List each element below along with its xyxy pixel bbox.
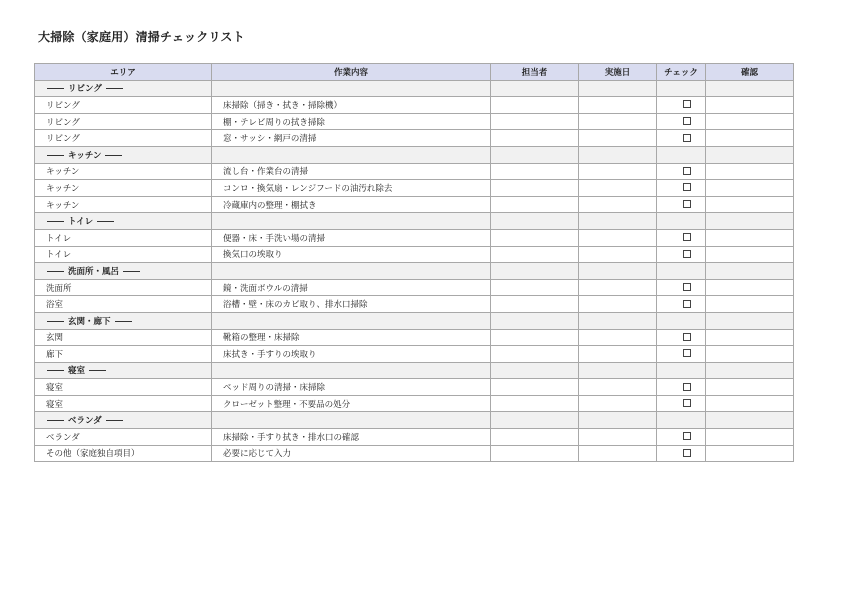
task-cell: 冷蔵庫内の整理・棚拭き <box>212 196 491 213</box>
section-empty-cell <box>706 146 794 163</box>
cleaning-checklist-table <box>34 63 794 462</box>
section-empty-cell <box>706 362 794 379</box>
task-cell: 換気口の埃取り <box>212 246 491 263</box>
date-cell[interactable] <box>579 395 657 412</box>
section-empty-cell <box>706 412 794 429</box>
confirm-cell[interactable] <box>706 445 794 462</box>
confirm-cell[interactable] <box>706 379 794 396</box>
table-row <box>35 429 794 446</box>
section-row <box>35 312 794 329</box>
dash-decoration <box>89 370 106 371</box>
section-empty-cell <box>212 213 491 230</box>
confirm-cell[interactable] <box>706 130 794 147</box>
task-cell: 浴槽・壁・床のカビ取り、排水口掃除 <box>212 296 491 313</box>
check-cell <box>657 196 706 213</box>
section-empty-cell <box>579 362 657 379</box>
table-row <box>35 296 794 313</box>
assignee-cell[interactable] <box>491 229 579 246</box>
assignee-cell[interactable] <box>491 445 579 462</box>
checkbox[interactable] <box>683 183 691 191</box>
section-empty-cell <box>706 80 794 97</box>
table-row <box>35 279 794 296</box>
section-heading <box>35 263 212 280</box>
assignee-cell[interactable] <box>491 329 579 346</box>
confirm-cell[interactable] <box>706 296 794 313</box>
section-empty-cell <box>657 80 706 97</box>
section-label: トイレ <box>68 217 94 228</box>
section-empty-cell <box>657 362 706 379</box>
date-cell[interactable] <box>579 97 657 114</box>
area-cell: 寝室 <box>35 379 212 396</box>
confirm-cell[interactable] <box>706 429 794 446</box>
dash-decoration <box>47 271 64 272</box>
check-cell <box>657 296 706 313</box>
section-empty-cell <box>579 312 657 329</box>
dash-decoration <box>106 420 123 421</box>
table-row <box>35 113 794 130</box>
section-label: リビング <box>68 84 102 95</box>
area-cell: トイレ <box>35 246 212 263</box>
task-cell: 必要に応じて入力 <box>212 445 491 462</box>
section-label: 玄関・廊下 <box>68 316 111 327</box>
checkbox[interactable] <box>683 100 691 108</box>
table-row <box>35 163 794 180</box>
section-row <box>35 146 794 163</box>
confirm-cell[interactable] <box>706 180 794 197</box>
assignee-cell[interactable] <box>491 346 579 363</box>
checkbox[interactable] <box>683 333 691 341</box>
confirm-cell[interactable] <box>706 246 794 263</box>
check-cell <box>657 113 706 130</box>
area-cell: キッチン <box>35 180 212 197</box>
table-row <box>35 196 794 213</box>
check-cell <box>657 97 706 114</box>
section-heading <box>35 362 212 379</box>
checkbox[interactable] <box>683 250 691 258</box>
section-empty-cell <box>212 146 491 163</box>
dash-decoration <box>105 155 122 156</box>
area-cell: リビング <box>35 97 212 114</box>
task-cell: クローゼット整理・不要品の処分 <box>212 395 491 412</box>
date-cell[interactable] <box>579 445 657 462</box>
dash-decoration <box>47 88 64 89</box>
date-cell[interactable] <box>579 229 657 246</box>
dash-decoration <box>47 420 64 421</box>
assignee-cell[interactable] <box>491 163 579 180</box>
area-cell: トイレ <box>35 229 212 246</box>
area-cell: キッチン <box>35 163 212 180</box>
section-empty-cell <box>491 362 579 379</box>
section-empty-cell <box>491 213 579 230</box>
assignee-cell[interactable] <box>491 113 579 130</box>
confirm-cell[interactable] <box>706 196 794 213</box>
section-empty-cell <box>706 213 794 230</box>
date-cell[interactable] <box>579 296 657 313</box>
dash-decoration <box>115 321 132 322</box>
section-empty-cell <box>579 146 657 163</box>
section-empty-cell <box>491 312 579 329</box>
checkbox[interactable] <box>683 200 691 208</box>
checkbox[interactable] <box>683 283 691 291</box>
confirm-cell[interactable] <box>706 97 794 114</box>
check-cell <box>657 379 706 396</box>
assignee-cell[interactable] <box>491 296 579 313</box>
checkbox[interactable] <box>683 300 691 308</box>
dash-decoration <box>47 321 64 322</box>
assignee-cell[interactable] <box>491 246 579 263</box>
section-empty-cell <box>657 412 706 429</box>
dash-decoration <box>47 155 64 156</box>
dash-decoration <box>47 221 64 222</box>
section-empty-cell <box>706 312 794 329</box>
table-row <box>35 180 794 197</box>
table-row <box>35 97 794 114</box>
dash-decoration <box>106 88 123 89</box>
section-empty-cell <box>491 80 579 97</box>
confirm-cell[interactable] <box>706 163 794 180</box>
assignee-cell[interactable] <box>491 196 579 213</box>
date-cell[interactable] <box>579 113 657 130</box>
table-row <box>35 246 794 263</box>
check-cell <box>657 229 706 246</box>
check-cell <box>657 279 706 296</box>
section-empty-cell <box>491 146 579 163</box>
section-empty-cell <box>579 412 657 429</box>
date-cell[interactable] <box>579 130 657 147</box>
section-empty-cell <box>212 263 491 280</box>
confirm-cell[interactable] <box>706 279 794 296</box>
checkbox[interactable] <box>683 349 691 357</box>
section-empty-cell <box>212 80 491 97</box>
date-cell[interactable] <box>579 329 657 346</box>
section-row <box>35 362 794 379</box>
section-heading <box>35 412 212 429</box>
task-cell: 棚・テレビ周りの拭き掃除 <box>212 113 491 130</box>
assignee-cell[interactable] <box>491 379 579 396</box>
section-empty-cell <box>657 146 706 163</box>
section-empty-cell <box>579 263 657 280</box>
assignee-cell[interactable] <box>491 429 579 446</box>
header-row <box>35 64 794 81</box>
section-label: キッチン <box>68 150 102 161</box>
table-row <box>35 379 794 396</box>
area-cell: キッチン <box>35 196 212 213</box>
task-cell: コンロ・換気扇・レンジフードの油汚れ除去 <box>212 180 491 197</box>
date-cell[interactable] <box>579 180 657 197</box>
task-cell: 靴箱の整理・床掃除 <box>212 329 491 346</box>
dash-decoration <box>123 271 140 272</box>
section-heading <box>35 312 212 329</box>
area-cell: リビング <box>35 130 212 147</box>
area-cell: リビング <box>35 113 212 130</box>
section-empty-cell <box>491 412 579 429</box>
area-cell: 浴室 <box>35 296 212 313</box>
area-cell: ベランダ <box>35 429 212 446</box>
task-cell: 窓・サッシ・網戸の清掃 <box>212 130 491 147</box>
section-row <box>35 213 794 230</box>
section-label: 洗面所・風呂 <box>68 266 120 277</box>
section-empty-cell <box>212 312 491 329</box>
table-row <box>35 229 794 246</box>
dash-decoration <box>47 370 64 371</box>
task-cell: 流し台・作業台の清掃 <box>212 163 491 180</box>
area-cell: 寝室 <box>35 395 212 412</box>
assignee-cell[interactable] <box>491 395 579 412</box>
assignee-cell[interactable] <box>491 130 579 147</box>
section-empty-cell <box>579 213 657 230</box>
section-empty-cell <box>212 362 491 379</box>
header-area: エリア <box>35 64 212 81</box>
date-cell[interactable] <box>579 429 657 446</box>
task-cell: ベッド周りの清掃・床掃除 <box>212 379 491 396</box>
confirm-cell[interactable] <box>706 113 794 130</box>
date-cell[interactable] <box>579 196 657 213</box>
header-check: チェック <box>657 64 706 81</box>
table-row <box>35 346 794 363</box>
assignee-cell[interactable] <box>491 97 579 114</box>
area-cell: 洗面所 <box>35 279 212 296</box>
section-empty-cell <box>212 412 491 429</box>
dash-decoration <box>97 221 114 222</box>
header-task: 作業内容 <box>212 64 491 81</box>
checkbox[interactable] <box>683 432 691 440</box>
section-row <box>35 412 794 429</box>
date-cell[interactable] <box>579 279 657 296</box>
check-cell <box>657 130 706 147</box>
date-cell[interactable] <box>579 246 657 263</box>
section-empty-cell <box>706 263 794 280</box>
task-cell: 便器・床・手洗い場の清掃 <box>212 229 491 246</box>
section-row <box>35 263 794 280</box>
section-heading <box>35 146 212 163</box>
table-row <box>35 130 794 147</box>
header-assignee: 担当者 <box>491 64 579 81</box>
check-cell <box>657 180 706 197</box>
confirm-cell[interactable] <box>706 329 794 346</box>
task-cell: 床掃除（掃き・拭き・掃除機） <box>212 97 491 114</box>
checkbox[interactable] <box>683 167 691 175</box>
date-cell[interactable] <box>579 346 657 363</box>
section-empty-cell <box>579 80 657 97</box>
check-cell <box>657 246 706 263</box>
header-confirm: 確認 <box>706 64 794 81</box>
checkbox[interactable] <box>683 383 691 391</box>
page-title: 大掃除（家庭用）清掃チェックリスト <box>38 30 245 44</box>
date-cell[interactable] <box>579 163 657 180</box>
section-heading <box>35 213 212 230</box>
checkbox[interactable] <box>683 399 691 407</box>
checklist-body <box>35 80 794 462</box>
task-cell: 床掃除・手すり拭き・排水口の確認 <box>212 429 491 446</box>
table-row <box>35 329 794 346</box>
checkbox[interactable] <box>683 134 691 142</box>
section-empty-cell <box>657 213 706 230</box>
table-row <box>35 445 794 462</box>
area-cell: 廊下 <box>35 346 212 363</box>
confirm-cell[interactable] <box>706 395 794 412</box>
check-cell <box>657 163 706 180</box>
check-cell <box>657 395 706 412</box>
area-cell: 玄関 <box>35 329 212 346</box>
assignee-cell[interactable] <box>491 279 579 296</box>
confirm-cell[interactable] <box>706 229 794 246</box>
section-label: 寝室 <box>68 366 86 377</box>
check-cell <box>657 445 706 462</box>
task-cell: 鏡・洗面ボウルの清掃 <box>212 279 491 296</box>
check-cell <box>657 329 706 346</box>
section-empty-cell <box>657 263 706 280</box>
header-date: 実施日 <box>579 64 657 81</box>
check-cell <box>657 429 706 446</box>
checkbox[interactable] <box>683 233 691 241</box>
checkbox[interactable] <box>683 117 691 125</box>
section-empty-cell <box>657 312 706 329</box>
checkbox[interactable] <box>683 449 691 457</box>
check-cell <box>657 346 706 363</box>
section-empty-cell <box>491 263 579 280</box>
date-cell[interactable] <box>579 379 657 396</box>
assignee-cell[interactable] <box>491 180 579 197</box>
section-label: ベランダ <box>68 416 102 427</box>
table-row <box>35 395 794 412</box>
confirm-cell[interactable] <box>706 346 794 363</box>
section-heading <box>35 80 212 97</box>
area-cell: その他（家庭独自項目） <box>35 445 212 462</box>
task-cell: 床拭き・手すりの埃取り <box>212 346 491 363</box>
section-row <box>35 80 794 97</box>
